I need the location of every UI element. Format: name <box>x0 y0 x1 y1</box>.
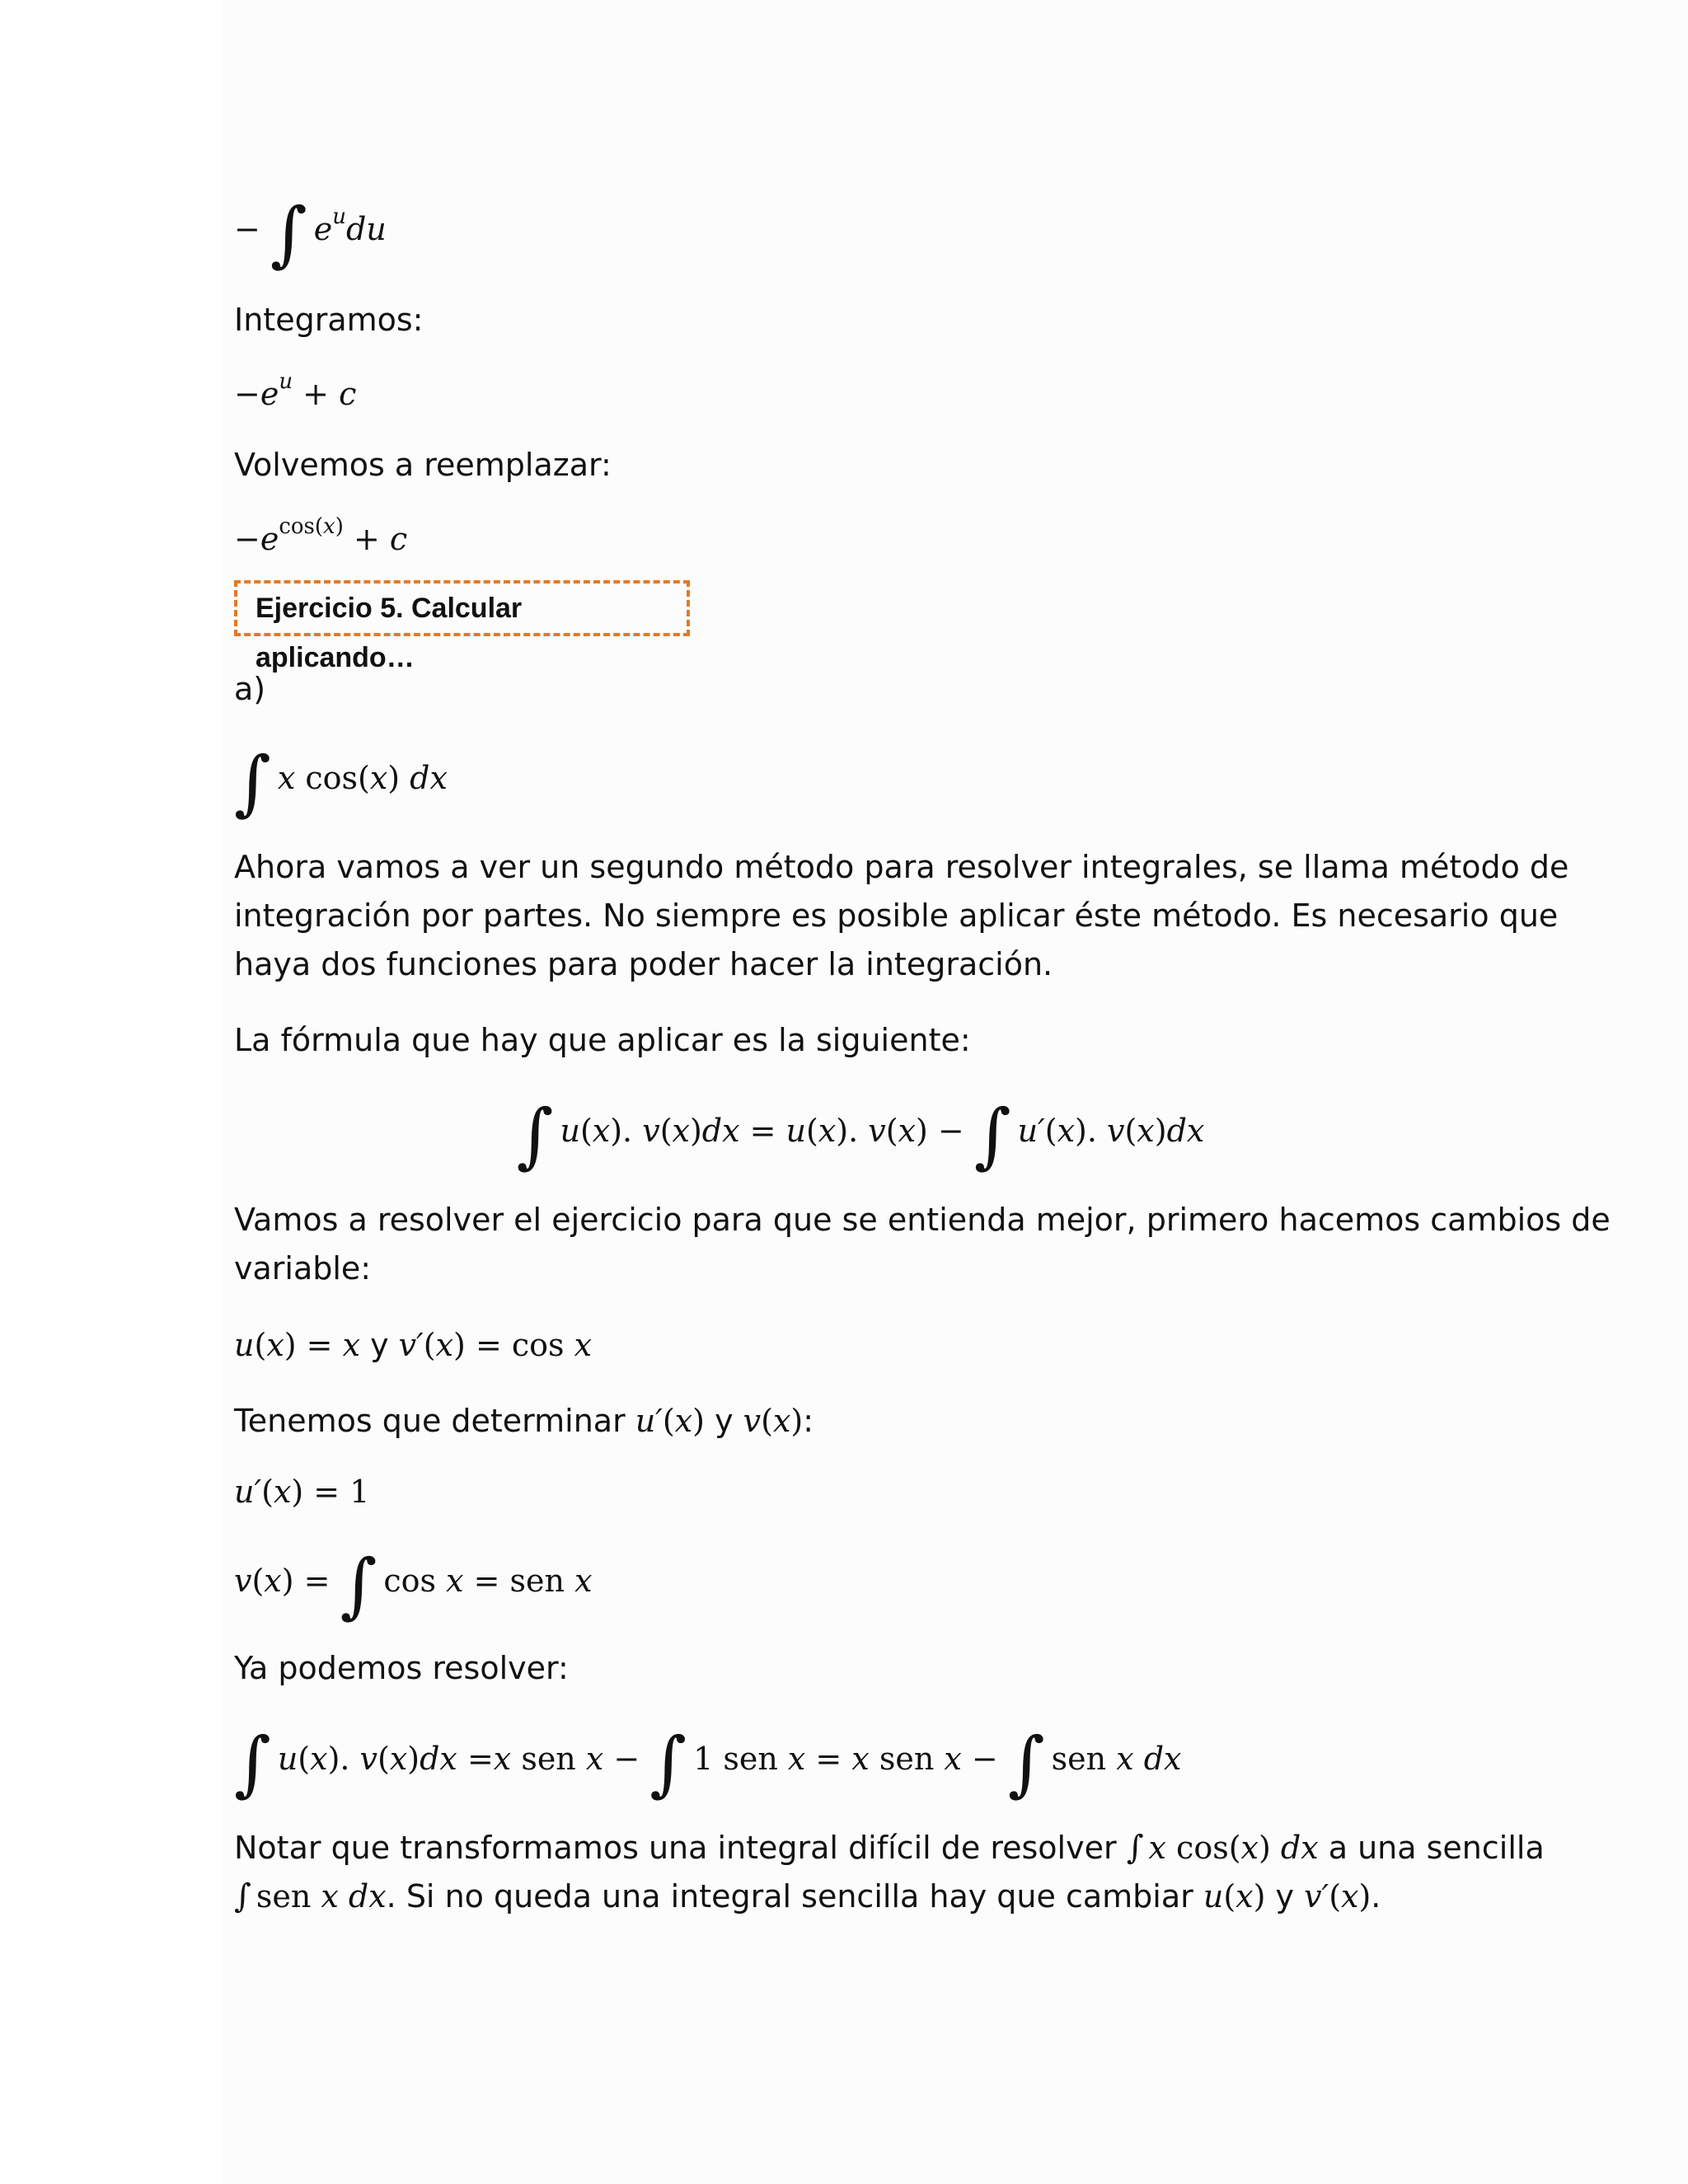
equation-neg-eu-plus-c: $-e^u + c$ <box>234 369 357 412</box>
paragraph-notar-line-2: ∫ sen x dx. Si no queda una integral sencilla hay que cambiar u(x) y v′(x). <box>234 1877 1381 1915</box>
text-tenemos-prefix: Tenemos que determinar <box>234 1403 635 1439</box>
paragraph-2-line-1: Vamos a resolver el ejercicio para que se entienda mejor, primero hacemos cambios de <box>234 1202 1611 1238</box>
text-y: y <box>705 1403 743 1439</box>
equation-parts-applied: ∫ u(x). v(x)dx =x sen x − ∫ 1 sen x = x sen x − ∫ sen x dx <box>234 1722 1182 1805</box>
text-item-a: a) <box>234 671 266 707</box>
text-formula-intro: La fórmula que hay que aplicar es la siguiente: <box>234 1022 971 1058</box>
paragraph-2-line-2: variable: <box>234 1250 372 1286</box>
equation-integral-xcosx: ∫ x cos(x) dx <box>234 742 448 824</box>
equation-parts-formula: ∫ u(x). v(x)dx = u(x). v(x) − ∫ u′(x). v(x)dx <box>516 1094 1205 1177</box>
text-notar-line2: . Si no queda una integral sencilla hay que cambiar <box>386 1878 1203 1915</box>
paragraph-notar-line-1: Notar que transformamos una integral difícil de resolver ∫ x cos(x) dx a una sencilla <box>234 1829 1545 1867</box>
equation-neg-integral-eu: − ∫ $e^udu$ <box>234 193 387 275</box>
text-notar-prefix: Notar que transformamos una integral difícil de resolver <box>234 1830 1127 1866</box>
text-ya-podemos: Ya podemos resolver: <box>234 1650 569 1686</box>
paragraph-1-line-2: integración por partes. No siempre es posible aplicar éste método. Es necesario que <box>234 898 1559 934</box>
exercise-title-box: Ejercicio 5. Calcular aplicando… <box>234 580 690 636</box>
equation-u-prime-equals-1: u′(x) = 1 <box>234 1474 370 1510</box>
text-volvemos: Volvemos a reemplazar: <box>234 447 612 483</box>
text-integramos: Integramos: <box>234 302 424 338</box>
paragraph-1-line-3: haya dos funciones para poder hacer la integración. <box>234 946 1053 982</box>
text-notar-suffix: a una sencilla <box>1318 1830 1545 1866</box>
paragraph-1-line-1: Ahora vamos a ver un segundo método para resolver integrales, se llama método de <box>234 849 1569 885</box>
equation-neg-ecos-plus-c: $-e^{cos(x)} + c$ <box>234 514 408 557</box>
equation-v-equals-integral: v(x) = ∫ cos x = sen x <box>234 1544 593 1627</box>
text-y-2: y <box>1265 1878 1305 1915</box>
equation-u-v-prime: u(x) = x y v′(x) = cos x <box>234 1327 593 1363</box>
text-tenemos-determinar: Tenemos que determinar u′(x) y v(x): <box>234 1403 814 1439</box>
